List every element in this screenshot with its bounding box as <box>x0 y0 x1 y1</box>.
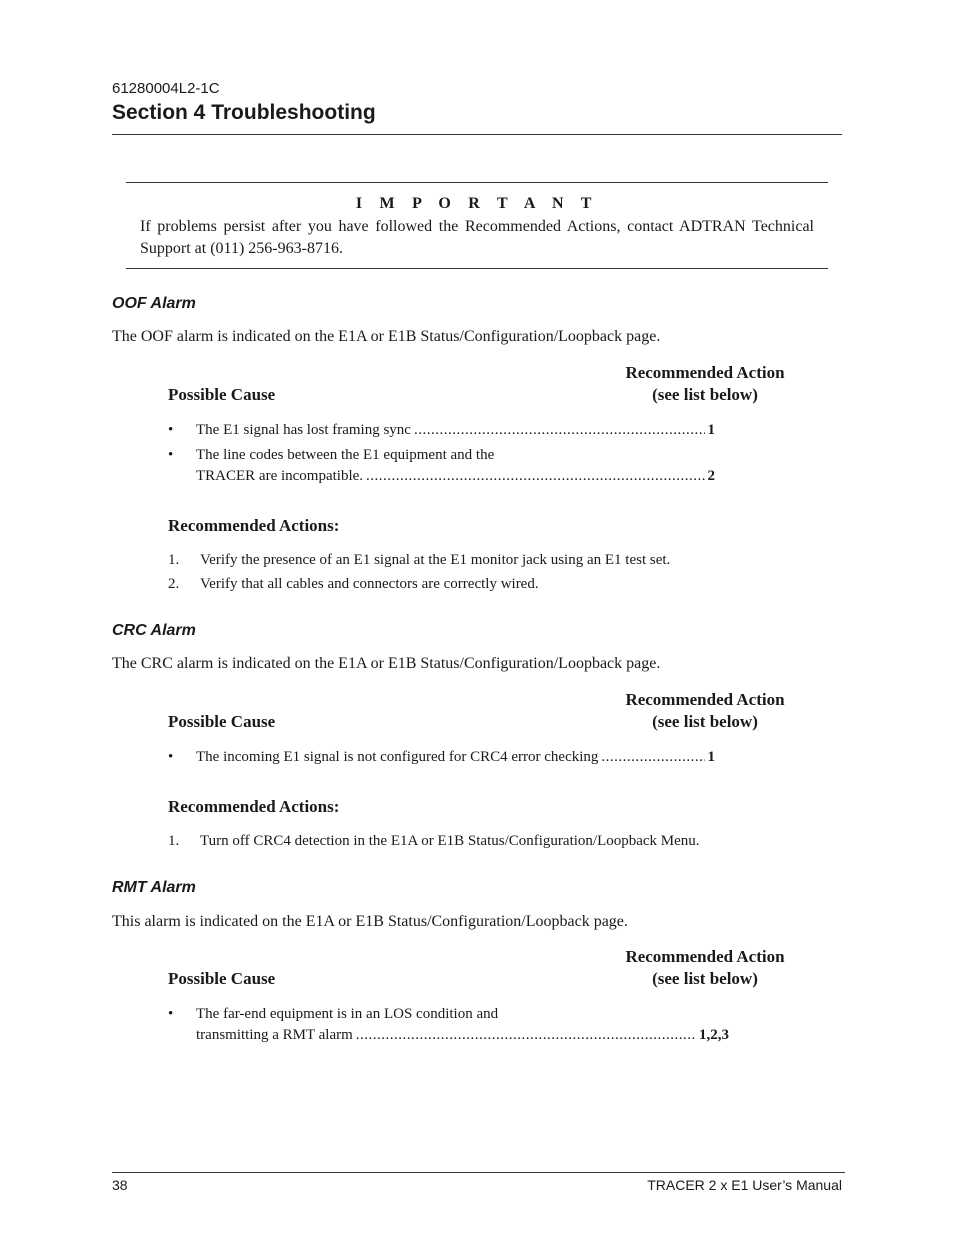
cause-text: transmitting a RMT alarm <box>196 1027 353 1043</box>
crc-cause-1 <box>196 749 715 766</box>
rmt-alarm-intro: This alarm is indicated on the E1A or E1B Status/Configuration/Loopback page. <box>112 913 628 930</box>
oof-possible-cause-header: Possible Cause <box>168 385 276 404</box>
rmt-alarm-heading: RMT Alarm <box>112 879 196 896</box>
cause-text: The incoming E1 signal is not configured for CRC4 error checking <box>196 749 599 765</box>
rmt-possible-cause-header: Possible Cause <box>168 969 276 988</box>
oof-cause-2-line-1: The line codes between the E1 equipment and the <box>196 447 495 463</box>
crc-alarm-intro: The CRC alarm is indicated on the E1A or E1B Status/Configuration/Loopback page. <box>112 655 661 672</box>
footer-divider <box>112 1172 845 1173</box>
important-bottom-rule <box>126 268 828 269</box>
crc-recommended-actions-label: Recommended Actions: <box>168 797 340 816</box>
important-text: If problems persist after you have followed the Recommended Actions, contact ADTRAN Technical Support at (011) 256-963-8716. <box>140 218 814 257</box>
oof-action-1: Verify the presence of an E1 signal at the E1 monitor jack using an E1 test set. <box>200 552 671 568</box>
cause-text: TRACER are incompatible. <box>196 468 364 484</box>
list-number: 1. <box>168 552 180 568</box>
section-title: Section 4 Troubleshooting <box>112 101 376 124</box>
bullet-icon: • <box>168 422 174 438</box>
action-ref: 1,2,3 <box>699 1027 729 1043</box>
action-ref: 1 <box>707 422 715 438</box>
crc-alarm-heading: CRC Alarm <box>112 622 196 639</box>
dot-leader <box>366 468 704 485</box>
oof-cause-2 <box>196 468 715 485</box>
manual-title: TRACER 2 x E1 User’s Manual <box>647 1177 842 1193</box>
oof-recommended-action-header: Recommended Action (see list below) <box>625 363 785 404</box>
dot-leader <box>356 1027 696 1044</box>
document-number: 61280004L2-1C <box>112 80 220 97</box>
bullet-icon: • <box>168 749 174 765</box>
rmt-cause-1 <box>196 1027 729 1044</box>
crc-recommended-action-header: Recommended Action (see list below) <box>625 690 785 731</box>
bullet-icon: • <box>168 447 174 463</box>
rmt-recommended-action-header: Recommended Action (see list below) <box>625 947 785 988</box>
oof-alarm-heading: OOF Alarm <box>112 295 196 312</box>
dot-leader <box>414 422 705 439</box>
list-number: 2. <box>168 576 180 592</box>
bullet-icon: • <box>168 1006 174 1022</box>
important-heading: I M P O R T A N T <box>355 195 599 212</box>
oof-alarm-intro: The OOF alarm is indicated on the E1A or E1B Status/Configuration/Loopback page. <box>112 328 661 345</box>
oof-action-2: Verify that all cables and connectors are correctly wired. <box>200 576 539 592</box>
action-ref: 2 <box>707 468 715 484</box>
action-ref: 1 <box>707 749 715 765</box>
rmt-cause-1-line-1: The far-end equipment is in an LOS condition and <box>196 1006 499 1022</box>
dot-leader <box>601 749 704 766</box>
important-top-rule <box>126 182 828 183</box>
oof-recommended-actions-label: Recommended Actions: <box>168 516 340 535</box>
cause-text: The E1 signal has lost framing sync <box>196 422 411 438</box>
oof-cause-1 <box>196 422 715 439</box>
crc-action-1: Turn off CRC4 detection in the E1A or E1B Status/Configuration/Loopback Menu. <box>200 833 700 849</box>
header-divider <box>112 134 842 135</box>
page-number: 38 <box>112 1177 128 1193</box>
crc-possible-cause-header: Possible Cause <box>168 712 276 731</box>
list-number: 1. <box>168 833 180 849</box>
